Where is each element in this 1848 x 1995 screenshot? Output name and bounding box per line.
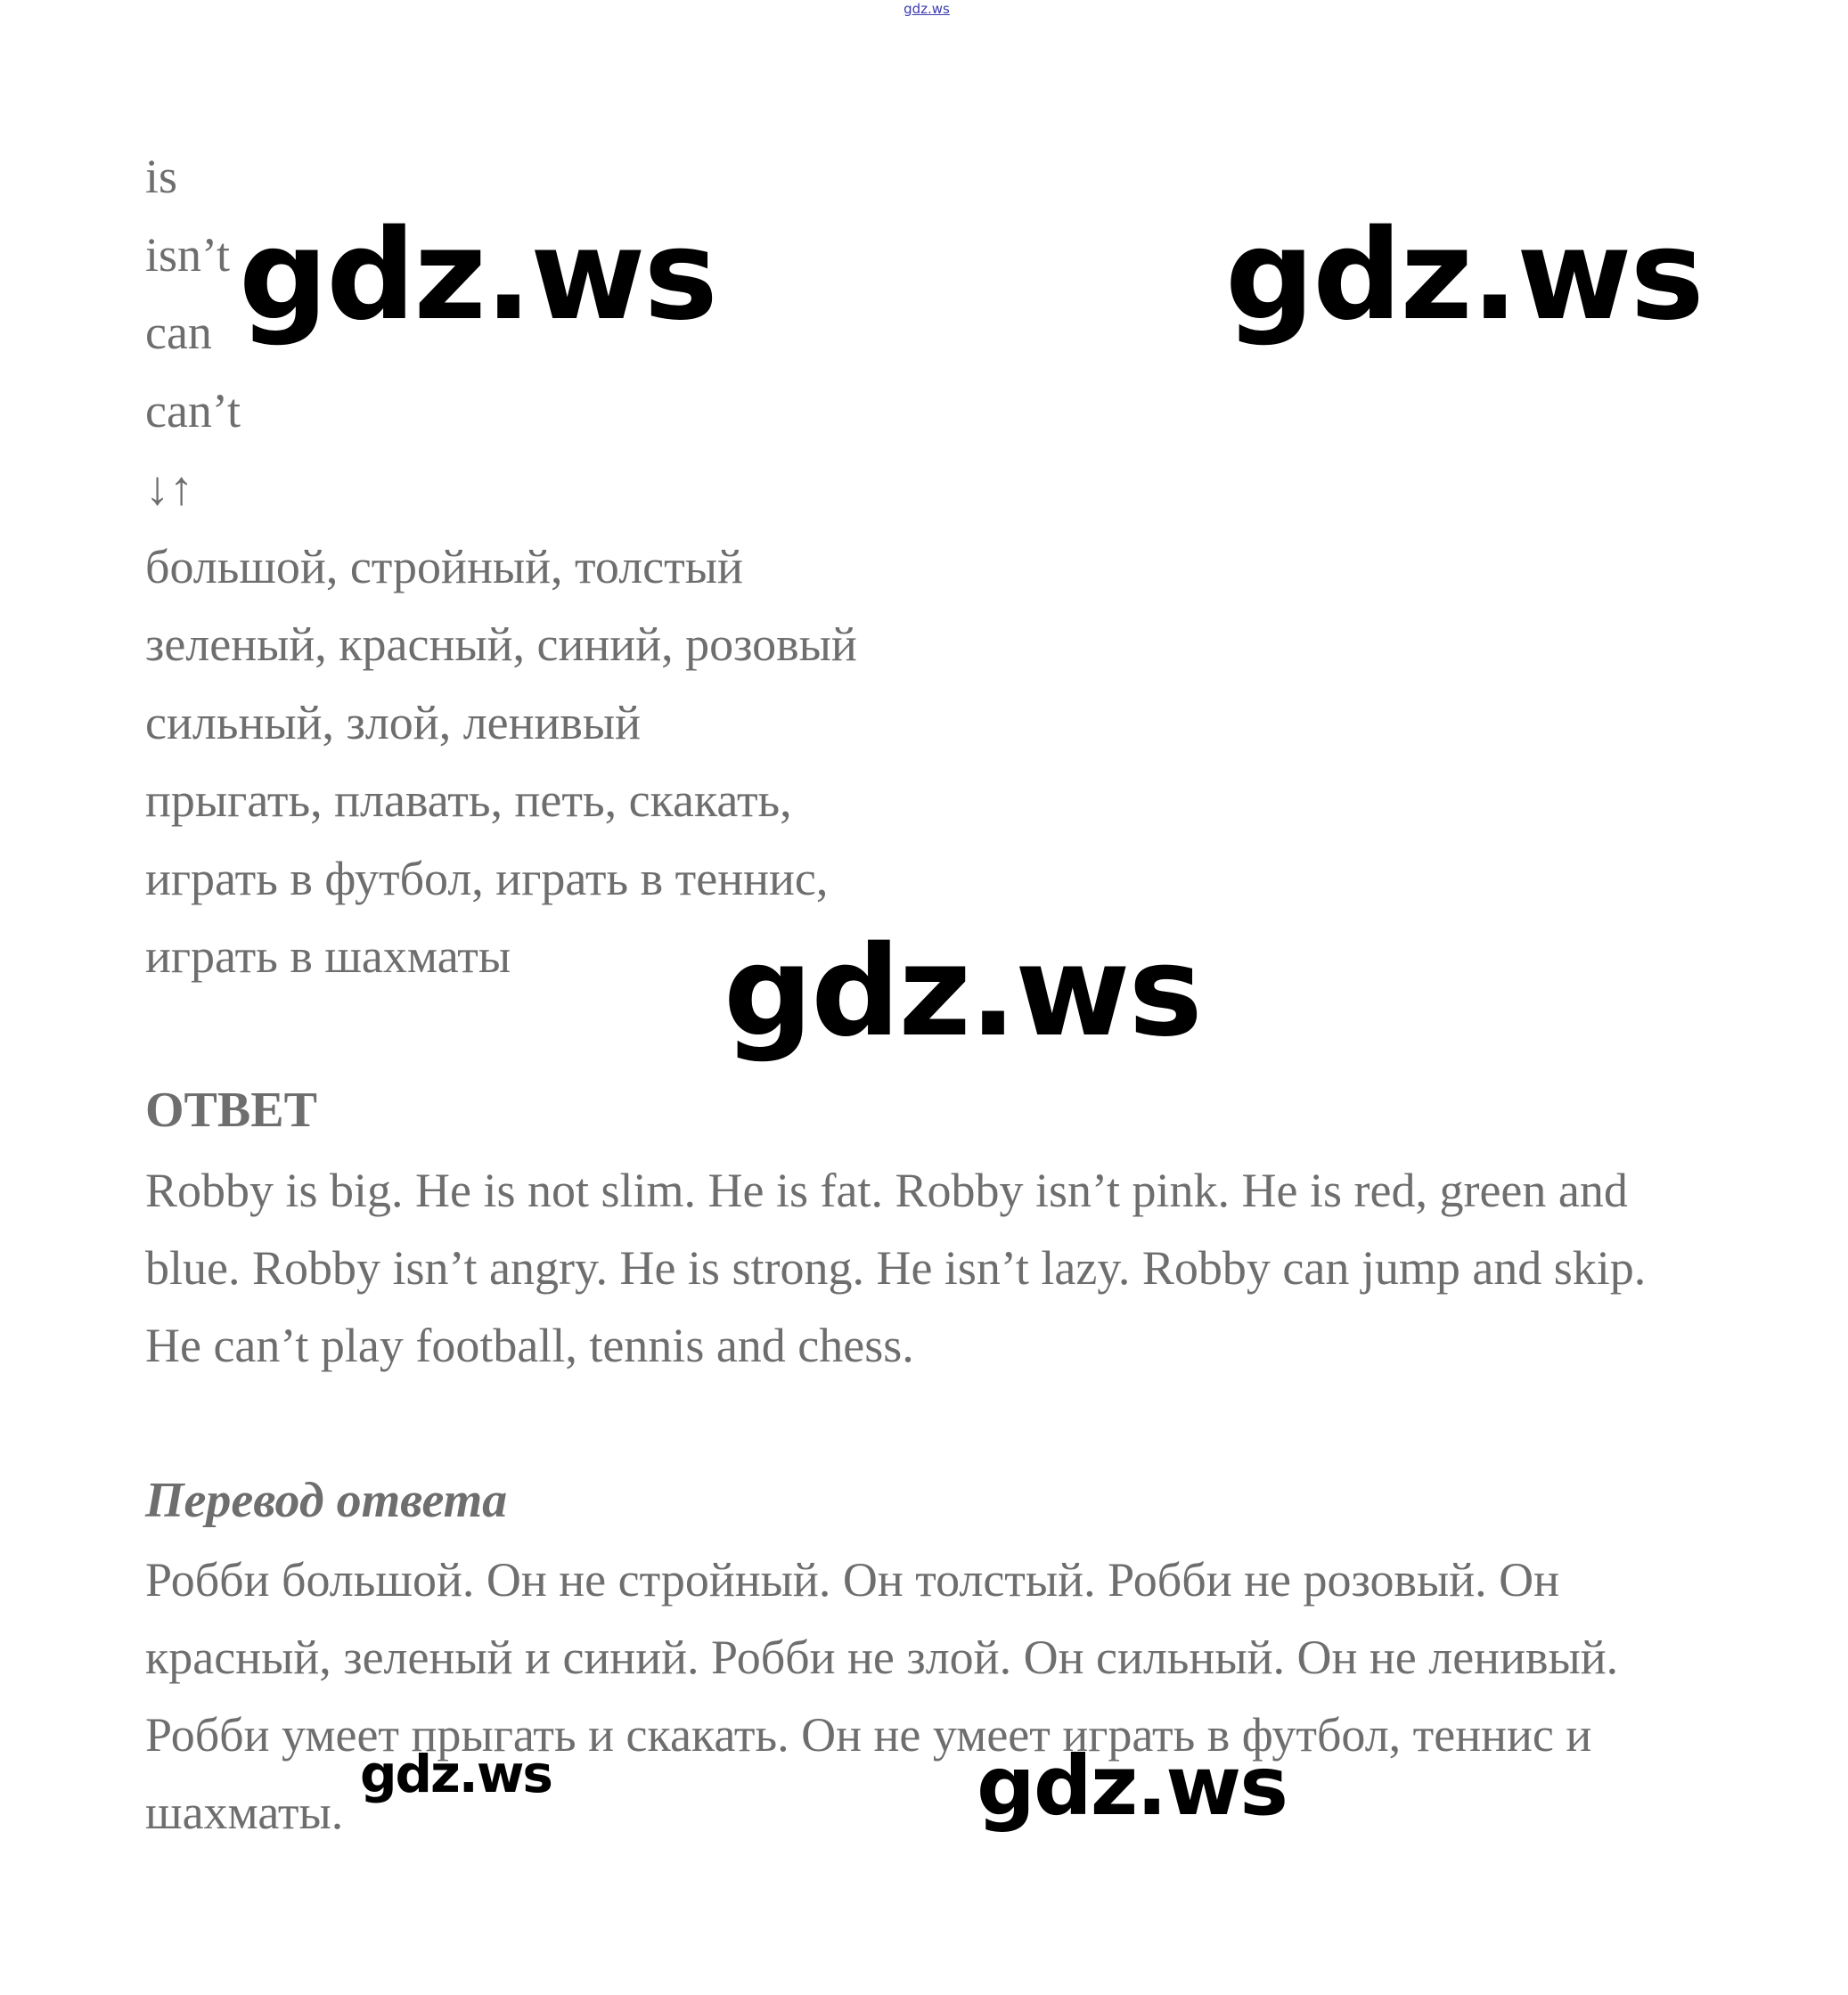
- word-list-item: прыгать, плавать, петь, скакать,: [145, 773, 792, 827]
- word-list-item: играть в футбол, играть в теннис,: [145, 852, 829, 905]
- translation-text: Робби большой. Он не стройный. Он толстый. Робби не розовый. Он красный, зеленый и синий. Робби не злой. Он сильный. Он не ленивый. Робби умеет прыгать и скакать. Он не умеет играть в футбол, теннис и шахматы.: [145, 1553, 1619, 1839]
- word-list-item: большой, стройный, толстый: [145, 540, 743, 593]
- site-link[interactable]: gdz.ws: [904, 1, 950, 17]
- watermark: gdz.ws: [360, 1744, 552, 1804]
- answer-heading: ОТВЕТ: [145, 1083, 317, 1138]
- arrows-symbol: ↓↑: [145, 462, 193, 515]
- word-list-item: играть в шахматы: [145, 929, 511, 983]
- watermark: gdz.ws: [239, 203, 716, 348]
- word-list-item: is: [145, 150, 178, 203]
- word-list-item: isn’t: [145, 228, 231, 282]
- word-list-item: зеленый, красный, синий, розовый: [145, 617, 857, 671]
- translation-heading: Перевод ответа: [145, 1473, 508, 1528]
- word-list-item: can’t: [145, 384, 241, 437]
- word-list-item: can: [145, 306, 212, 359]
- watermark: gdz.ws: [724, 920, 1201, 1065]
- watermark: gdz.ws: [977, 1738, 1287, 1834]
- watermark: gdz.ws: [1225, 203, 1703, 348]
- word-list-item: сильный, злой, ленивый: [145, 696, 642, 749]
- answer-text: Robby is big. He is not slim. He is fat. Robby isn’t pink. He is red, green and blue. Robby isn’t angry. He is strong. He isn’t lazy. Robby can jump and skip. He can’t play football, tennis and chess.: [145, 1164, 1647, 1372]
